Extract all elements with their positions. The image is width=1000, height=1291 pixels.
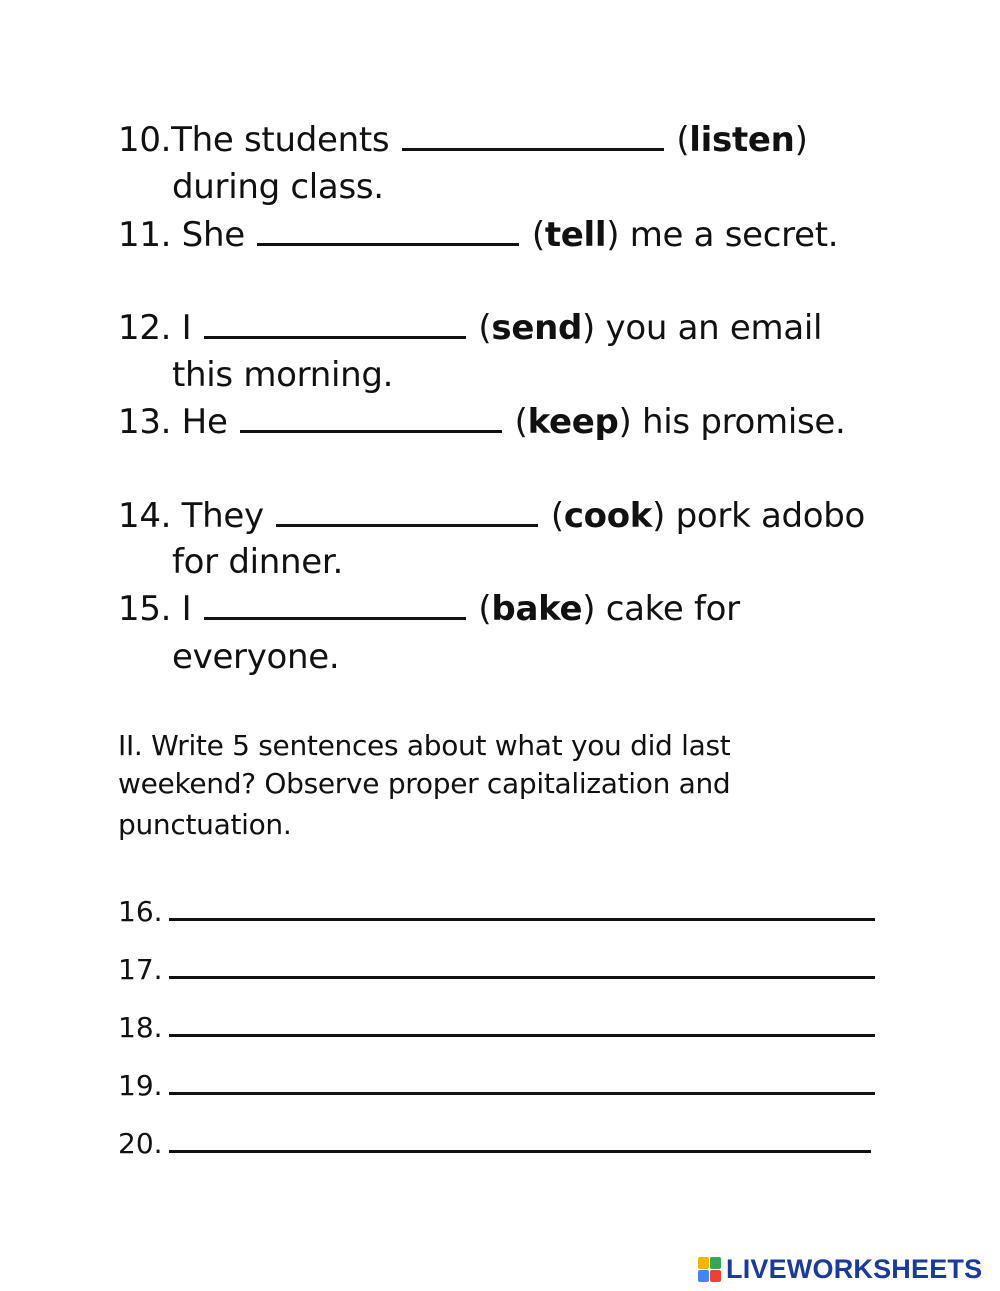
item-12-continuation: this morning.	[172, 355, 394, 395]
item-11: 11. She (tell) me a secret.	[118, 215, 839, 255]
logo-text: LIVEWORKSHEETS	[726, 1254, 983, 1284]
verb-hint: listen	[689, 120, 795, 160]
item-number: 15.	[118, 589, 172, 629]
liveworksheets-logo[interactable]	[698, 1254, 982, 1285]
item-14-continuation: for dinner.	[172, 542, 343, 582]
item-13: 13. He (keep) his promise.	[118, 402, 846, 442]
item-text: The students	[171, 120, 400, 160]
line-number: 17.	[118, 953, 163, 986]
writing-line-18	[118, 1012, 875, 1044]
item-number: 12.	[118, 308, 172, 348]
line-number: 18.	[118, 1011, 163, 1044]
item-15: 15. I (bake) cake for	[118, 589, 740, 629]
writing-line-19	[118, 1070, 875, 1102]
answer-blank-11[interactable]	[257, 217, 519, 246]
writing-blank-20[interactable]	[169, 1130, 871, 1153]
logo-blocks-icon	[698, 1257, 722, 1283]
answer-blank-15[interactable]	[204, 591, 466, 620]
writing-blank-16[interactable]	[169, 898, 875, 921]
item-text: I	[171, 589, 202, 629]
verb-hint: cook	[563, 496, 653, 536]
item-12: 12. I (send) you an email	[118, 308, 823, 348]
item-number: 13.	[118, 402, 172, 442]
writing-line-20	[118, 1128, 871, 1160]
section-2-instruction-line-2: weekend? Observe proper capitalization and	[118, 767, 731, 800]
logo-block	[710, 1270, 721, 1282]
section-2-instruction-line-1: II. Write 5 sentences about what you did last	[118, 729, 731, 762]
item-number: 10.	[118, 120, 172, 160]
line-number: 20.	[118, 1127, 163, 1160]
verb-hint: tell	[544, 215, 607, 255]
logo-block	[698, 1257, 709, 1269]
answer-blank-10[interactable]	[402, 122, 664, 151]
writing-line-16	[118, 896, 875, 928]
item-15-continuation: everyone.	[172, 637, 340, 677]
writing-blank-18[interactable]	[169, 1014, 875, 1037]
item-number: 11.	[118, 215, 172, 255]
item-text: I	[171, 308, 202, 348]
answer-blank-13[interactable]	[240, 404, 502, 433]
item-number: 14.	[118, 496, 172, 536]
verb-hint: keep	[527, 402, 619, 442]
logo-block	[698, 1270, 709, 1282]
item-10-continuation: during class.	[172, 167, 384, 207]
section-2-instruction-line-3: punctuation.	[118, 808, 292, 841]
writing-blank-19[interactable]	[169, 1072, 875, 1095]
verb-hint: send	[491, 308, 583, 348]
answer-blank-12[interactable]	[204, 310, 466, 339]
item-text: They	[171, 496, 275, 536]
logo-block	[710, 1257, 721, 1269]
item-text: She	[171, 215, 256, 255]
item-14: 14. They (cook) pork adobo	[118, 496, 866, 536]
item-10: 10.The students (listen)	[118, 120, 808, 160]
item-text: He	[171, 402, 239, 442]
verb-hint: bake	[491, 589, 583, 629]
writing-blank-17[interactable]	[169, 956, 875, 979]
line-number: 19.	[118, 1069, 163, 1102]
writing-line-17	[118, 954, 875, 986]
line-number: 16.	[118, 895, 163, 928]
answer-blank-14[interactable]	[276, 498, 538, 527]
